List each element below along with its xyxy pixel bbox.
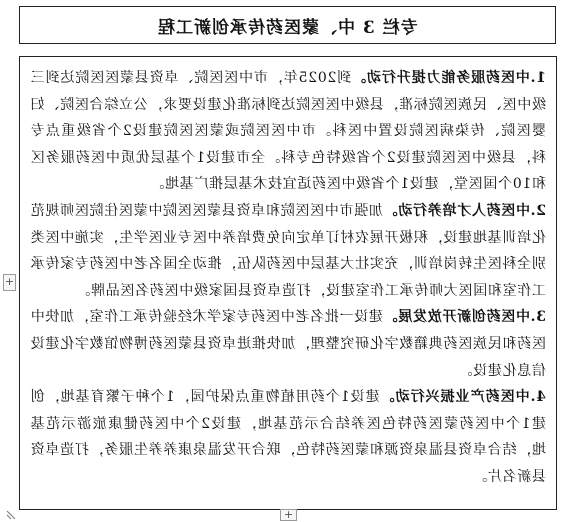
add-column-handle[interactable]: +: [280, 509, 297, 521]
paragraph-industry-revitalization: [30, 384, 546, 490]
resize-corner-icon: [6, 510, 16, 520]
title-table-cell[interactable]: [19, 6, 556, 44]
paragraph-body: 建设1个药用植物重点保护园，1个种子繁育基地，创建1个中医药蒙医药特色医养结合示范基地，建设2个中医药健康旅游示范基地，结合卓资县温泉资源和蒙医药特色，联合开发温泉康养养生服务，打造卓资县新名片。: [30, 389, 546, 485]
content-mirrored-text: [30, 65, 546, 491]
paragraph-service-capacity: [30, 65, 546, 198]
paragraph-innovation-opening: [30, 304, 546, 384]
paragraph-lead: 3.中医药创新开放发展。: [382, 309, 546, 326]
add-row-handle[interactable]: +: [3, 274, 16, 291]
paragraph-lead: 4.中医药产业振兴行动。: [379, 389, 546, 406]
paragraph-lead: 2.中医药人才培养行动。: [382, 202, 546, 219]
paragraph-lead: 1.中医药服务能力提升行动。: [351, 70, 546, 86]
paragraph-body: 建设一批名老中医药专家学术经验传承工作室，加快中医药和民族医药典籍数字化研究整理，加快推进卓资县蒙医药博物馆数字化建设信息化建设。: [30, 309, 546, 379]
column-title: 专栏 3 中、蒙医药传承创新工程: [157, 17, 418, 38]
paragraph-talent-training: [30, 198, 546, 304]
table-resize-icon[interactable]: [6, 510, 16, 520]
content-table-cell[interactable]: [19, 56, 557, 510]
paragraph-body: 加强市中医医院和卓资县蒙医医院中蒙医住院医师规范化培训基地建设，积极开展农村订单定向免费培养中医专业医学生，实施中医类别全科医生转岗培训，充实壮大基层中医药队伍，推动全国名老中医药专家传承工作室和国医大师传承工作室建设，打造卓资县国家级中医药名医品牌。: [30, 202, 546, 299]
paragraph-body: 到2025年，市中医医院、卓资县蒙医医院达到三级中医、民族医院标准，县级中医医院达到标准化建设要求，公立综合医院、妇婴医院、传染病医院设置中医科。市中医医院或蒙医医院建设2个省级重点专科，县级中医医院建设2个省级特色专科。全市建设1个基层优质中医药服务区和10个国医堂，建设1个省级中医药适宜技术基层推广基地。: [30, 70, 546, 193]
